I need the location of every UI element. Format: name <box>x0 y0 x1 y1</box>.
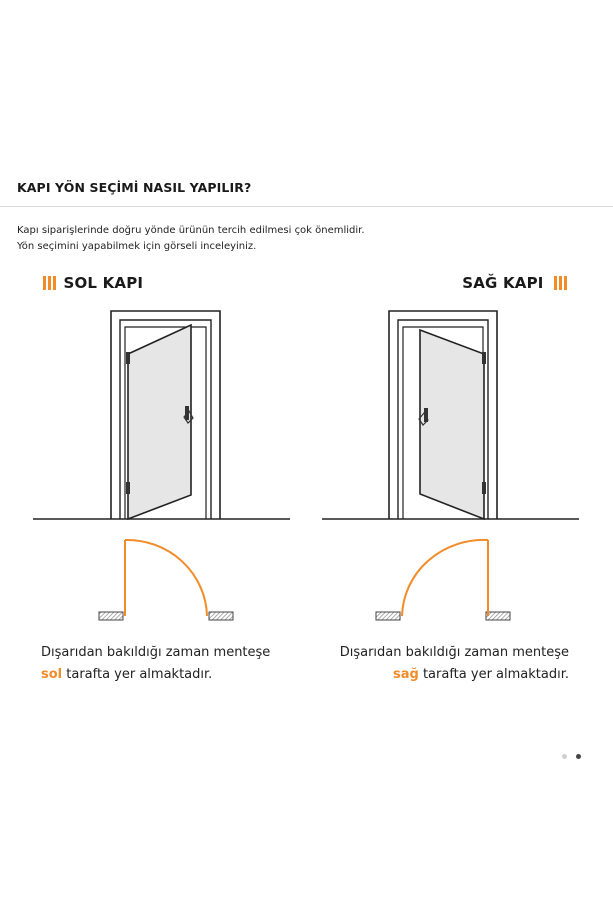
left-door-caption <box>41 642 270 686</box>
caption-line-1: Dışarıdan bakıldığı zaman menteşe <box>41 645 271 660</box>
right-door-caption <box>340 642 569 686</box>
left-door-plan <box>99 540 233 620</box>
caption-rest: tarafta yer almaktadır. <box>418 667 569 682</box>
carousel-dot-2-active[interactable] <box>576 754 581 759</box>
hinge-bottom <box>482 482 486 494</box>
intro-line-2: Yön seçimini yapabilmek için görseli inceleyiniz. <box>17 241 257 252</box>
wall-right <box>209 612 233 620</box>
wall-left <box>99 612 123 620</box>
right-door-title-text: SAĞ KAPI <box>462 274 544 292</box>
caption-highlight: sol <box>41 667 63 682</box>
intro-line-1: Kapı siparişlerinde doğru yönde ürünün tercih edilmesi çok önemlidir. <box>17 225 365 236</box>
page-heading: KAPI YÖN SEÇİMİ NASIL YAPILIR? <box>17 180 252 195</box>
hinge-bottom <box>126 482 130 494</box>
left-door-title-text: SOL KAPI <box>63 274 144 292</box>
door-leaf <box>128 325 191 519</box>
left-door-illustration <box>33 311 290 519</box>
hinge-top <box>126 352 130 364</box>
door-leaf <box>420 330 484 519</box>
caption-line-1: Dışarıdan bakıldığı zaman menteşe <box>339 645 569 660</box>
right-door-illustration <box>322 311 579 519</box>
wall-right <box>486 612 510 620</box>
carousel-dot-1[interactable] <box>562 754 567 759</box>
swing-arc <box>125 540 207 616</box>
caption-rest: tarafta yer almaktadır. <box>62 667 213 682</box>
caption-line-2 <box>41 664 270 686</box>
hinge-top <box>482 352 486 364</box>
caption-line-2 <box>340 664 569 686</box>
right-door-plan <box>376 540 510 620</box>
caption-highlight: sağ <box>393 667 419 682</box>
wall-left <box>376 612 400 620</box>
swing-arc <box>402 540 488 616</box>
